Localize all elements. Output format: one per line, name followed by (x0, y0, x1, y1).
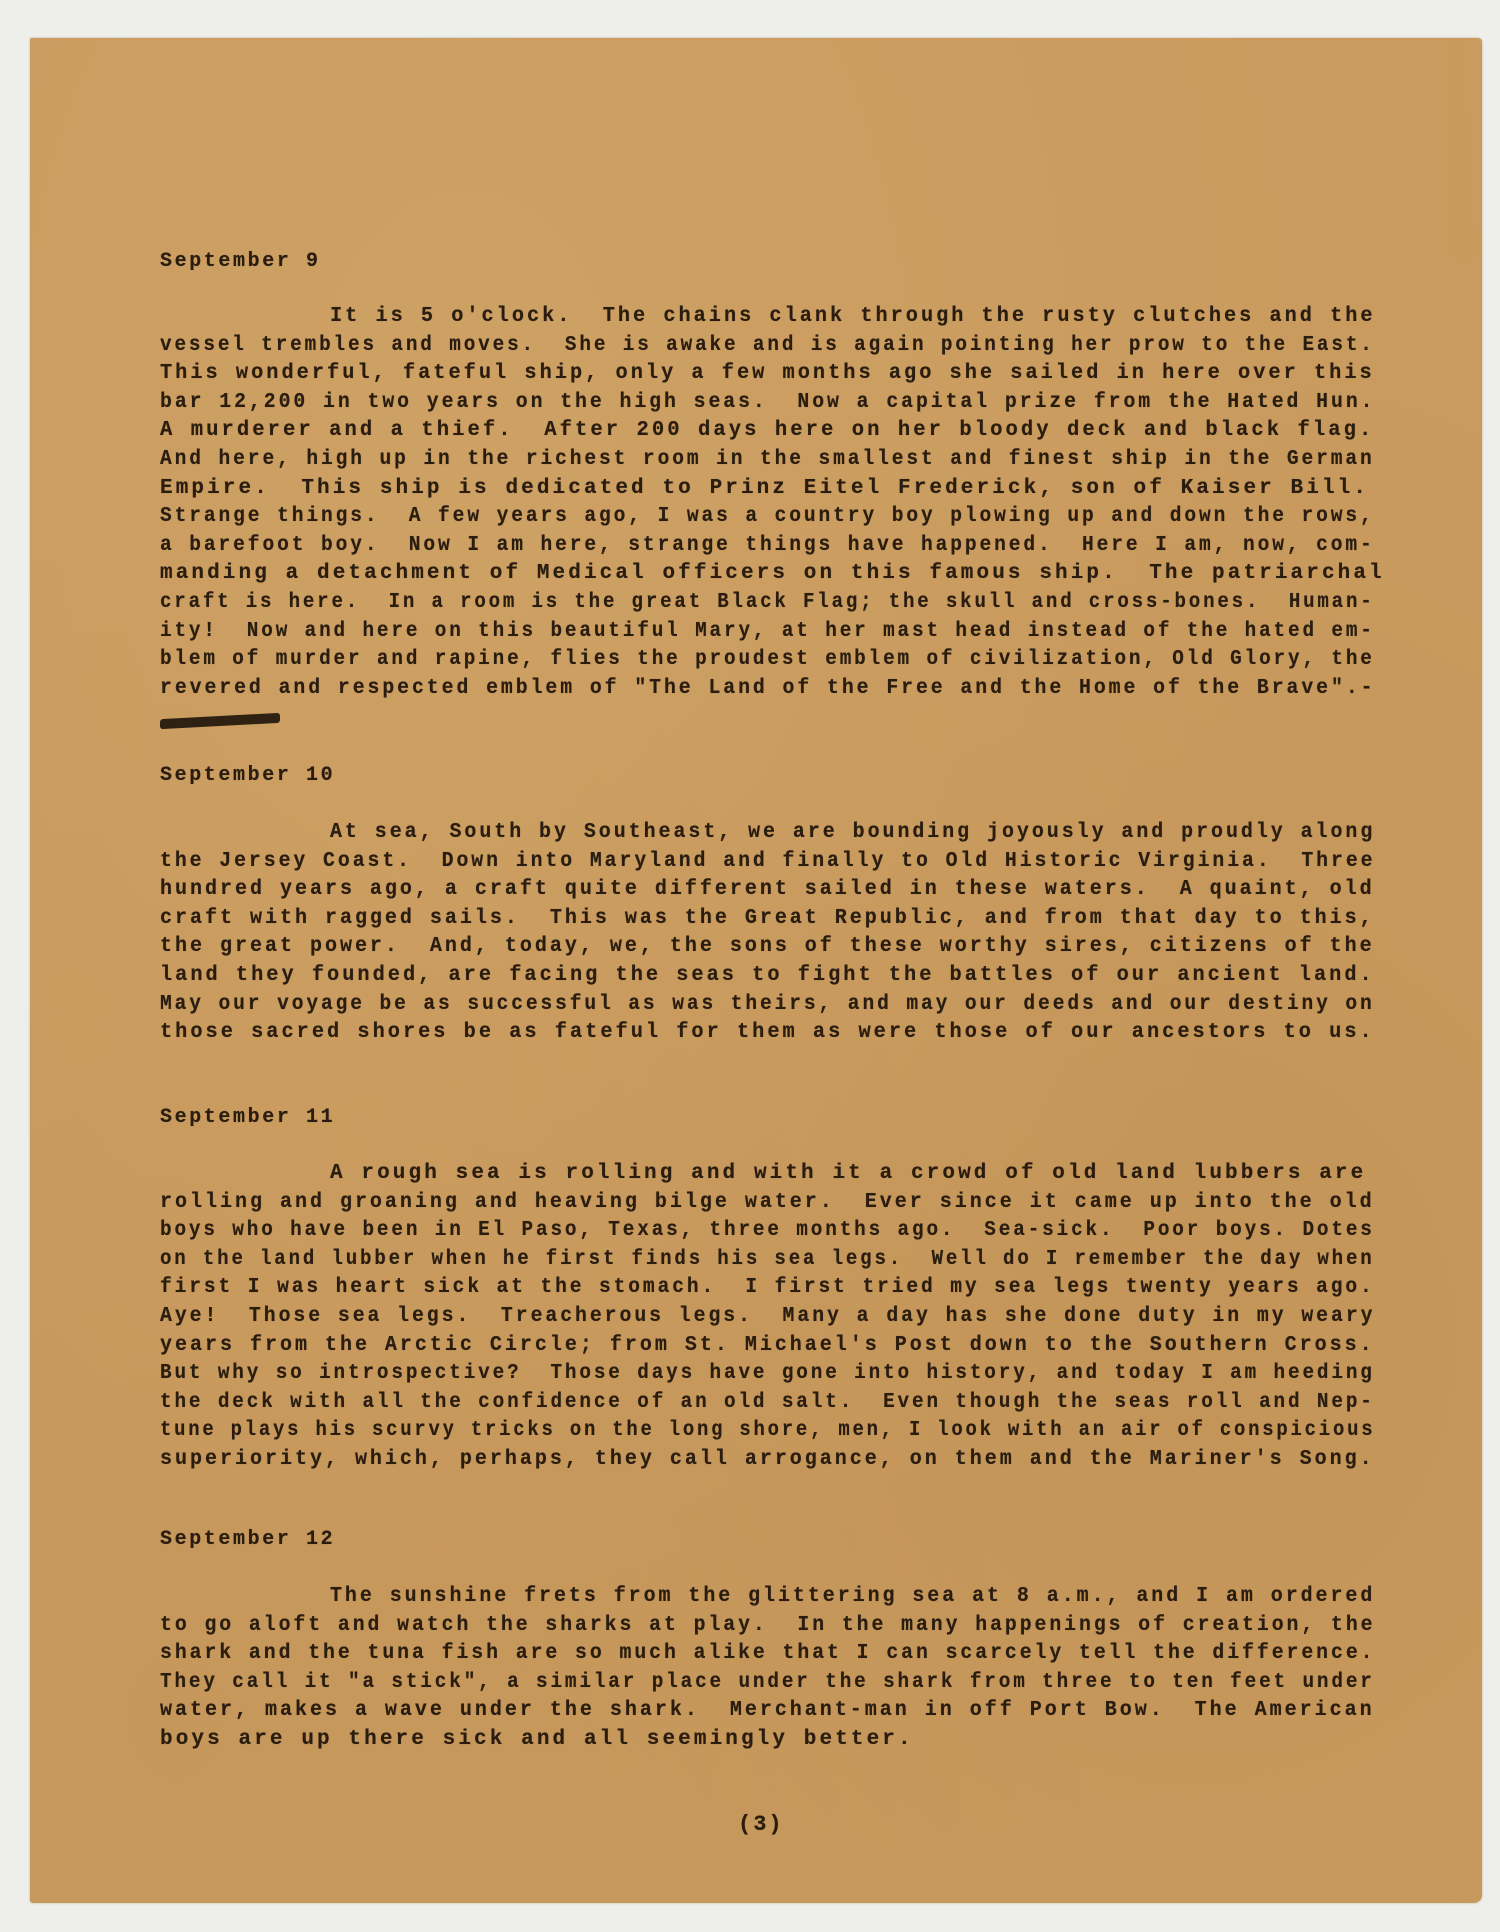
entry-text-line: May our voyage be as successful as was theirs, and may our deeds and our destiny on (160, 992, 1375, 1016)
entry-text-line: ity! Now and here on this beautiful Mary, at her mast head instead of the hated em- (160, 619, 1375, 643)
entry-text-line: craft is here. In a room is the great Black Flag; the skull and cross-bones. Human- (160, 591, 1375, 614)
entry-text-line: At sea, South by Southeast, we are bounding joyously and proudly along (330, 821, 1376, 844)
entry-text-line: This wonderful, fateful ship, only a few months ago she sailed in here over this (160, 362, 1375, 386)
entry-text-line: hundred years ago, a craft quite different sailed in these waters. A quaint, old (160, 878, 1375, 902)
entry-text-line: superiority, which, perhaps, they call arrogance, on them and the Mariner's Song. (160, 1448, 1375, 1471)
entry-text-line: the Jersey Coast. Down into Maryland and finally to Old Historic Virginia. Three (160, 849, 1376, 873)
entry-text-line: boys are up there sick and all seemingly better. (160, 1728, 914, 1751)
entry-text-line: tune plays his scurvy tricks on the long shore, men, I look with an air of conspicious (160, 1419, 1376, 1443)
entry-date-heading: September 12 (160, 1528, 336, 1551)
entry-text-line: They call it "a stick", a similar place under the shark from three to ten feet under (160, 1670, 1375, 1694)
entry-text-line: years from the Arctic Circle; from St. Michael's Post down to the Southern Cross. (160, 1333, 1375, 1357)
entry-text-line: Strange things. A few years ago, I was a country boy plowing up and down the rows, (160, 505, 1375, 529)
entry-text-line: the great power. And, today, we, the sons of these worthy sires, citizens of the (160, 935, 1375, 959)
entry-text-line: on the land lubber when he first finds his sea legs. Well do I remember the day when (160, 1247, 1375, 1271)
entry-text-line: It is 5 o'clock. The chains clank through the rusty clutches and the (330, 305, 1376, 328)
entry-text-line: blem of murder and rapine, flies the proudest emblem of civilization, Old Glory, the (160, 648, 1375, 672)
entry-text-line: vessel trembles and moves. She is awake and is again pointing her prow to the East. (160, 333, 1375, 357)
entry-text-line: water, makes a wave under the shark. Merchant-man in off Port Bow. The American (160, 1699, 1375, 1723)
entry-text-line: manding a detachment of Medical officers on this famous ship. The patriarchal (160, 562, 1385, 586)
entry-text-line: craft with ragged sails. This was the Great Republic, and from that day to this, (160, 906, 1375, 930)
entry-text-line: Aye! Those sea legs. Treacherous legs. Many a day has she done duty in my weary (160, 1305, 1376, 1328)
entry-text-line: boys who have been in El Paso, Texas, three months ago. Sea-sick. Poor boys. Dotes (160, 1219, 1375, 1243)
entry-text-line: revered and respected emblem of "The Land of the Free and the Home of the Brave".- (160, 676, 1376, 700)
entry-text-line: Empire. This ship is dedicated to Prinz Eitel Frederick, son of Kaiser Bill. (160, 476, 1370, 500)
entry-date-heading: September 9 (160, 250, 321, 273)
entry-text-line: land they founded, are facing the seas to fight the battles of our ancient land. (160, 964, 1375, 987)
entry-text-line: And here, high up in the richest room in the smallest and finest ship in the German (160, 448, 1375, 471)
entry-text-line: first I was heart sick at the stomach. I first tried my sea legs twenty years ago. (160, 1276, 1375, 1300)
entry-text-line: But why so introspective? Those days have gone into history, and today I am heeding (160, 1362, 1375, 1386)
entry-date-heading: September 11 (160, 1106, 336, 1129)
entry-text-line: the deck with all the confidence of an old salt. Even though the seas roll and Nep- (160, 1390, 1375, 1414)
entry-text-line: rolling and groaning and heaving bilge water. Ever since it came up into the old (160, 1190, 1375, 1214)
entry-text-line: those sacred shores be as fateful for them as were those of our ancestors to us. (160, 1021, 1375, 1045)
entry-text-line: A rough sea is rolling and with it a crowd of old land lubbers are (330, 1162, 1367, 1185)
page-number: (3) (738, 1812, 784, 1837)
entry-text-line: to go aloft and watch the sharks at play. In the many happenings of creation, the (160, 1613, 1376, 1637)
entry-text-line: a barefoot boy. Now I am here, strange things have happened. Here I am, now, com- (160, 533, 1375, 557)
entry-date-heading: September 10 (160, 764, 336, 787)
entry-text-line: The sunshine frets from the glittering sea at 8 a.m., and I am ordered (330, 1585, 1376, 1608)
entry-text-line: A murderer and a thief. After 200 days here on her bloody deck and black flag. (160, 419, 1375, 443)
entry-text-line: shark and the tuna fish are so much alike that I can scarcely tell the difference. (160, 1642, 1376, 1666)
entry-text-line: bar 12,200 in two years on the high seas. Now a capital prize from the Hated Hun. (160, 390, 1376, 414)
